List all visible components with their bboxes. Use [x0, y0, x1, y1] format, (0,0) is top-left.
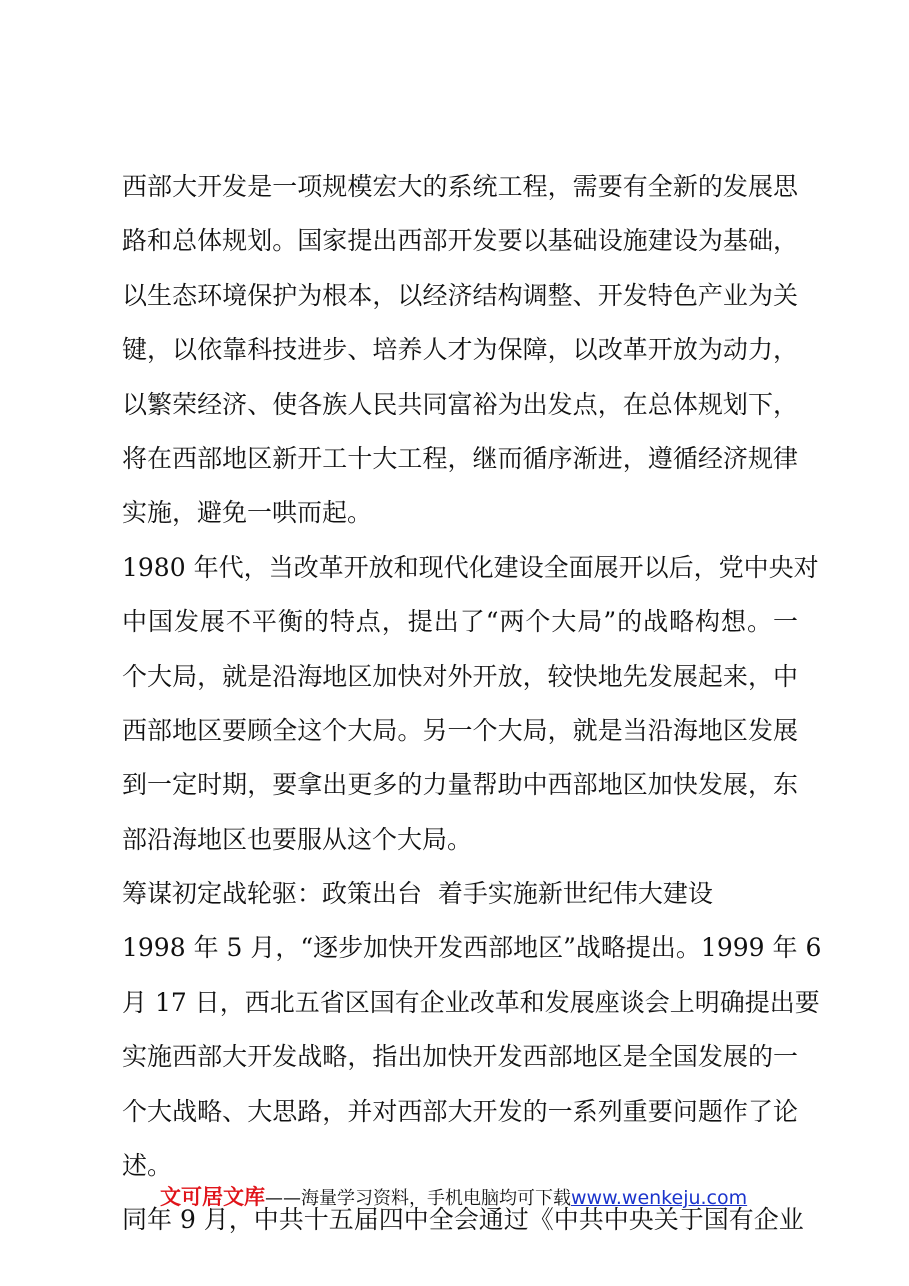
text-line: 以生态环境保护为根本，以经济结构调整、开发特色产业为关: [122, 280, 798, 310]
text-line: 述。: [122, 1151, 173, 1181]
section-heading: 筹谋初定战轮驱：政策出台 着手实施新世纪伟大建设: [122, 879, 713, 909]
text-line: 以繁荣经济、使各族人民共同富裕为出发点，在总体规划下，: [122, 389, 798, 419]
brand-name: 文可居文库: [160, 1185, 265, 1209]
website-link[interactable]: www.wenkeju.com: [571, 1187, 748, 1209]
footer-banner: [160, 1180, 800, 1214]
text-line: 实施西部大开发战略，指出加快开发西部地区是全国发展的一: [122, 1042, 798, 1072]
footer-slogan: ——海量学习资料，手机电脑均可下载: [265, 1188, 571, 1209]
text-line: 西部大开发是一项规模宏大的系统工程，需要有全新的发展思: [122, 172, 798, 201]
document-body: [122, 160, 822, 1248]
text-line: 个大战略、大思路，并对西部大开发的一系列重要问题作了论: [122, 1096, 798, 1126]
text-line: 中国发展不平衡的特点，提出了“两个大局”的战略构想。一: [122, 607, 798, 637]
text-line: 1998 年 5 月，“逐步加快开发西部地区”战略提出。1999 年 6: [122, 933, 822, 963]
text-line: 路和总体规划。国家提出西部开发要以基础设施建设为基础，: [122, 226, 798, 256]
text-line: 个大局，就是沿海地区加快对外开放，较快地先发展起来，中: [122, 661, 798, 691]
text-line: 月 17 日，西北五省区国有企业改革和发展座谈会上明确提出要: [122, 987, 820, 1017]
text-line: 同年 9 月，中共十五届四中全会通过《中共中央关于国有企业: [122, 1205, 804, 1235]
text-line: 西部地区要顾全这个大局。另一个大局，就是当沿海地区发展: [122, 715, 798, 745]
text-line: 将在西部地区新开工十大工程，继而循序渐进，遵循经济规律: [122, 443, 798, 473]
text-line: 到一定时期，要拿出更多的力量帮助中西部地区加快发展，东: [122, 770, 798, 800]
text-line: 部沿海地区也要服从这个大局。: [122, 824, 473, 854]
text-line: 实施，避免一哄而起。: [122, 498, 373, 528]
text-line: 键，以依靠科技进步、培养人才为保障，以改革开放为动力，: [122, 335, 798, 365]
text-line: 1980 年代，当改革开放和现代化建设全面展开以后，党中央对: [122, 552, 819, 582]
